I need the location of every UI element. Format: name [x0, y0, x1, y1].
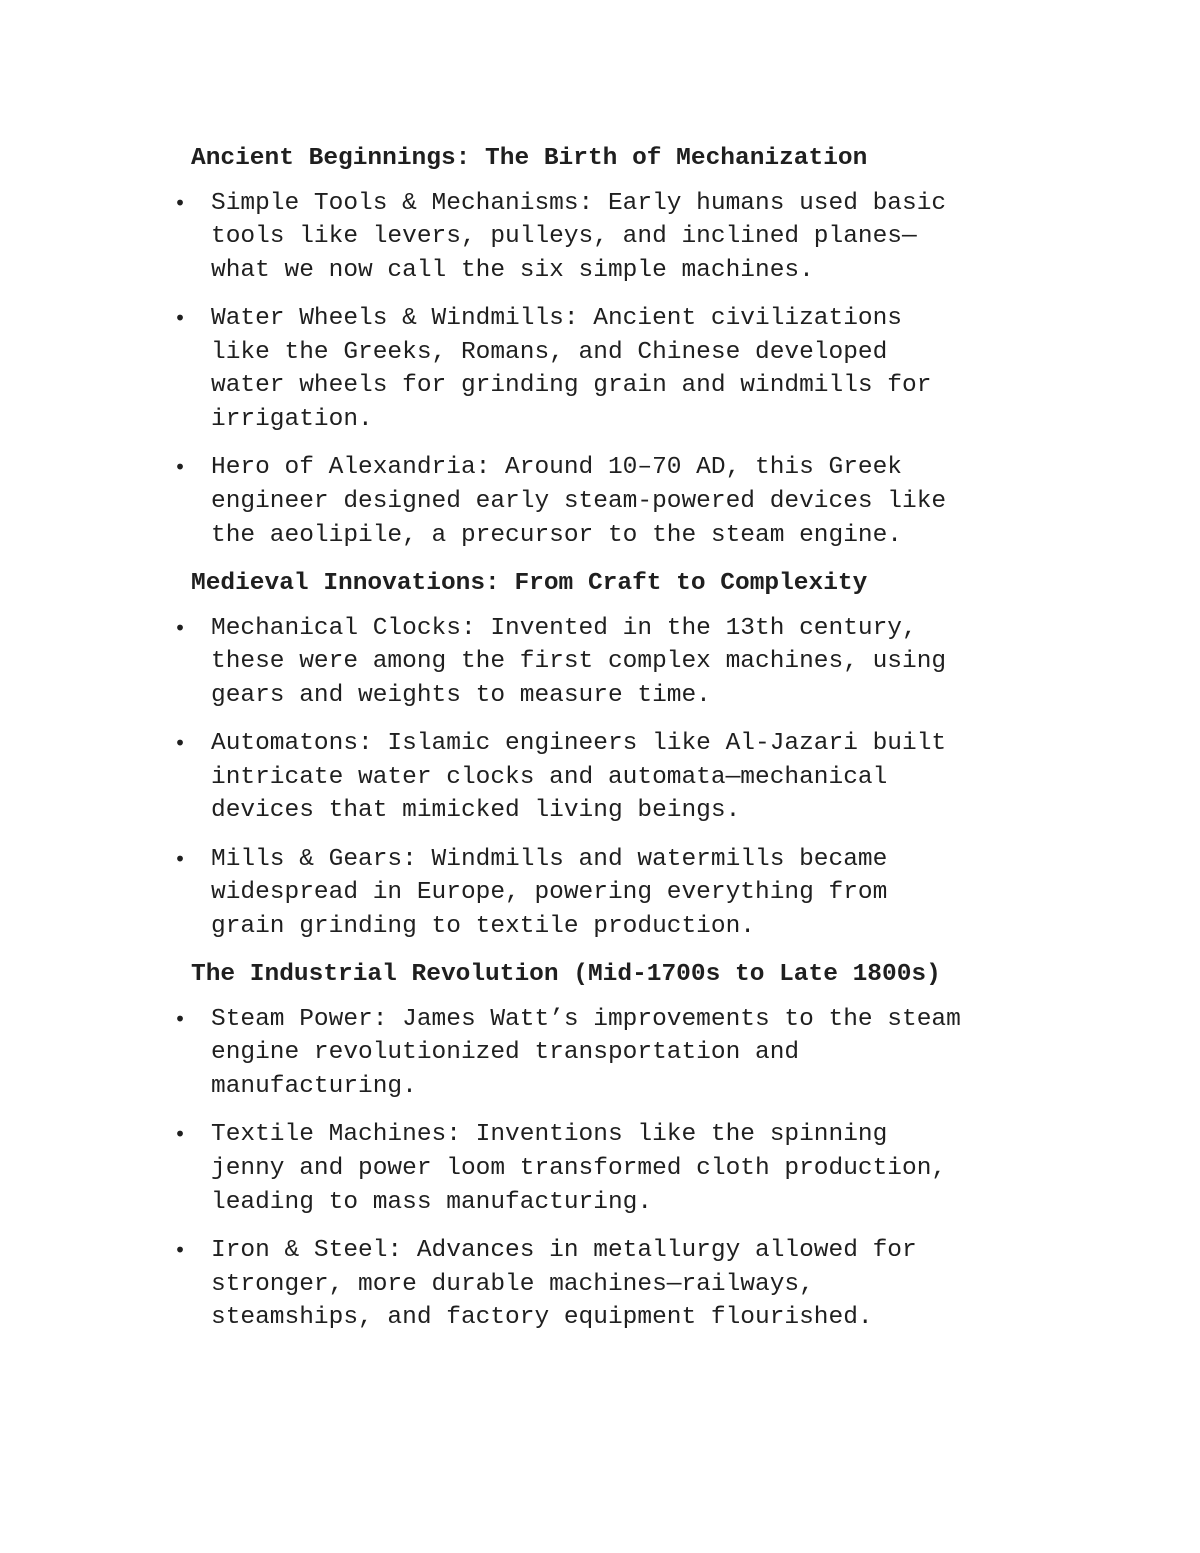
- list-item-text: Steam Power: James Watt’s improvements to the steam engine revolutionized transportation and manufacturing.: [211, 1005, 961, 1101]
- bullet-list: [174, 612, 1071, 944]
- bullet-icon: •: [174, 731, 186, 756]
- bullet-icon: •: [174, 306, 186, 331]
- list-item: [174, 612, 1071, 713]
- list-item: [174, 1234, 1071, 1335]
- list-item-text: Simple Tools & Mechanisms: Early humans used basic tools like levers, pulleys, and inclined planes— what we now call the six simple machines.: [211, 189, 947, 284]
- list-item-text: Iron & Steel: Advances in metallurgy allowed for stronger, more durable machines—railways, steamships, and factory equipment flourished.: [211, 1237, 917, 1332]
- list-item-text: Textile Machines: Inventions like the spinning jenny and power loom transformed cloth production, leading to mass manufacturing.: [211, 1121, 947, 1216]
- bullet-icon: •: [174, 190, 186, 215]
- section-heading: Medieval Innovations: From Craft to Complexity: [191, 569, 868, 597]
- list-item-text: Water Wheels & Windmills: Ancient civilizations like the Greeks, Romans, and Chinese developed water wheels for grinding grain and windmills for irrigation.: [211, 305, 932, 433]
- bullet-list: [174, 187, 1071, 553]
- list-item-text: Mills & Gears: Windmills and watermills became widespread in Europe, powering everything from grain grinding to textile production.: [211, 845, 888, 940]
- list-item-text: Mechanical Clocks: Invented in the 13th century, these were among the first complex machines, using gears and weights to measure time.: [211, 614, 947, 709]
- list-item-text: Automatons: Islamic engineers like Al-Jazari built intricate water clocks and automata—mechanical devices that mimicked living beings.: [211, 730, 947, 825]
- section-medieval-innovations: [174, 567, 1071, 944]
- section-heading: The Industrial Revolution (Mid-1700s to Late 1800s): [191, 961, 941, 989]
- list-item: [174, 1118, 1071, 1219]
- bullet-icon: •: [174, 615, 186, 640]
- list-item: [174, 302, 1071, 436]
- bullet-icon: •: [174, 455, 186, 480]
- bullet-icon: •: [174, 1006, 186, 1031]
- list-item: [174, 727, 1071, 828]
- bullet-icon: •: [174, 846, 186, 871]
- list-item: [174, 451, 1071, 552]
- bullet-list: [174, 1003, 1071, 1335]
- section-heading: Ancient Beginnings: The Birth of Mechanization: [191, 145, 868, 172]
- bullet-icon: •: [174, 1238, 186, 1262]
- section-industrial-revolution: [174, 958, 1071, 1335]
- list-item: [174, 1003, 1071, 1104]
- bullet-icon: •: [174, 1122, 186, 1147]
- document-body: [174, 142, 1071, 1350]
- list-item: [174, 843, 1071, 944]
- section-ancient-beginnings: [174, 142, 1071, 552]
- list-item: [174, 187, 1071, 288]
- list-item-text: Hero of Alexandria: Around 10–70 AD, this Greek engineer designed early steam-powered devices like the aeolipile, a precursor to the steam engine.: [211, 454, 947, 549]
